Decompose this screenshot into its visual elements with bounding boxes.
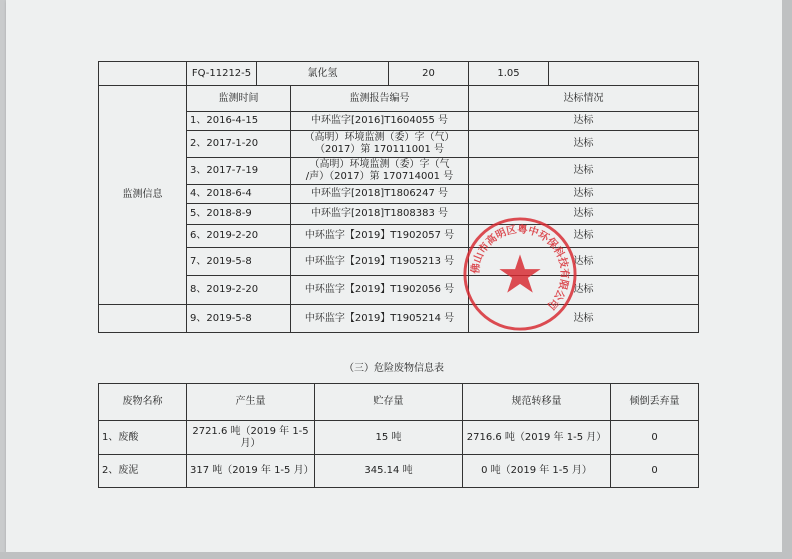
blank-cell bbox=[99, 62, 187, 86]
table-row bbox=[99, 276, 699, 305]
header-transferred: 规范转移量 bbox=[463, 384, 611, 421]
seal-text: 佛山市高明区粤中环保科技有限公司 bbox=[469, 223, 571, 312]
header-waste-name: 废物名称 bbox=[99, 384, 187, 421]
monitoring-section-label: 监测信息 bbox=[99, 86, 187, 305]
row-status: 达标 bbox=[469, 204, 699, 225]
header-dumped: 倾倒丢弃量 bbox=[611, 384, 699, 421]
waste-name: 2、废泥 bbox=[99, 455, 187, 488]
waste-produced: 2721.6 吨（2019 年 1-5 月） bbox=[187, 421, 315, 455]
pollutant-value-1: 20 bbox=[389, 62, 469, 86]
waste-transferred: 2716.6 吨（2019 年 1-5 月） bbox=[463, 421, 611, 455]
row-report: 中环监字【2019】T1905213 号 bbox=[291, 248, 469, 276]
waste-produced: 317 吨（2019 年 1-5 月） bbox=[187, 455, 315, 488]
blank-cell bbox=[549, 62, 699, 86]
header-time: 监测时间 bbox=[187, 86, 291, 112]
header-stored: 贮存量 bbox=[315, 384, 463, 421]
table-row bbox=[99, 158, 699, 185]
table-row bbox=[99, 185, 699, 204]
table-row bbox=[99, 305, 699, 333]
waste-stored: 345.14 吨 bbox=[315, 455, 463, 488]
report-line-1: （高明）环境监测（委）字（气 bbox=[309, 159, 450, 170]
row-status: 达标 bbox=[469, 225, 699, 248]
waste-stored: 15 吨 bbox=[315, 421, 463, 455]
waste-name: 1、废酸 bbox=[99, 421, 187, 455]
row-time: 2、2017-1-20 bbox=[187, 131, 291, 158]
header-report-no: 监测报告编号 bbox=[291, 86, 469, 112]
table-row bbox=[99, 248, 699, 276]
report-line-2: /声）（2017）第 170714001 号 bbox=[305, 171, 454, 182]
row-status: 达标 bbox=[469, 248, 699, 276]
header-status: 达标情况 bbox=[469, 86, 699, 112]
table-row bbox=[99, 131, 699, 158]
row-report: 中环监字[2018]T1806247 号 bbox=[291, 185, 469, 204]
row-time: 1、2016-4-15 bbox=[187, 112, 291, 131]
hazardous-waste-table bbox=[98, 383, 699, 488]
row-status: 达标 bbox=[469, 185, 699, 204]
row-time: 4、2018-6-4 bbox=[187, 185, 291, 204]
row-report: 中环监字【2019】T1902056 号 bbox=[291, 276, 469, 305]
table-row bbox=[99, 455, 699, 488]
row-status: 达标 bbox=[469, 158, 699, 185]
scan-edge-right bbox=[782, 0, 792, 559]
row-status: 达标 bbox=[469, 112, 699, 131]
report-line-2: （2017）第 170111001 号 bbox=[314, 144, 445, 155]
document-page bbox=[6, 0, 782, 552]
waste-dumped: 0 bbox=[611, 455, 699, 488]
pollutant-row bbox=[99, 62, 699, 86]
table-row bbox=[99, 204, 699, 225]
table-row bbox=[99, 421, 699, 455]
row-time: 5、2018-8-9 bbox=[187, 204, 291, 225]
row-time: 6、2019-2-20 bbox=[187, 225, 291, 248]
row-time: 9、2019-5-8 bbox=[187, 305, 291, 333]
row-status: 达标 bbox=[469, 276, 699, 305]
table-row bbox=[99, 112, 699, 131]
monitoring-header-row bbox=[99, 86, 699, 112]
row-status: 达标 bbox=[469, 305, 699, 333]
pollutant-value-2: 1.05 bbox=[469, 62, 549, 86]
table-row bbox=[99, 225, 699, 248]
waste-header-row bbox=[99, 384, 699, 421]
hazardous-waste-title: （三）危险废物信息表 bbox=[344, 363, 444, 374]
row-time: 3、2017-7-19 bbox=[187, 158, 291, 185]
row-report: 中环监字[2016]T1604055 号 bbox=[291, 112, 469, 131]
row-report: 中环监字[2018]T1808383 号 bbox=[291, 204, 469, 225]
row-status: 达标 bbox=[469, 131, 699, 158]
row-time: 7、2019-5-8 bbox=[187, 248, 291, 276]
waste-transferred: 0 吨（2019 年 1-5 月） bbox=[463, 455, 611, 488]
row-report bbox=[291, 131, 469, 158]
row-report: 中环监字【2019】T1905214 号 bbox=[291, 305, 469, 333]
waste-dumped: 0 bbox=[611, 421, 699, 455]
row-report bbox=[291, 158, 469, 185]
pollutant-name: 氯化氢 bbox=[257, 62, 389, 86]
row-report: 中环监字【2019】T1902057 号 bbox=[291, 225, 469, 248]
scan-edge-bottom bbox=[0, 552, 792, 559]
header-produced: 产生量 bbox=[187, 384, 315, 421]
row-time: 8、2019-2-20 bbox=[187, 276, 291, 305]
monitoring-table bbox=[98, 61, 699, 333]
pollutant-code: FQ-11212-5 bbox=[187, 62, 257, 86]
blank-cell bbox=[99, 305, 187, 333]
report-line-1: （高明）环境监测（委）字（气） bbox=[304, 132, 455, 143]
